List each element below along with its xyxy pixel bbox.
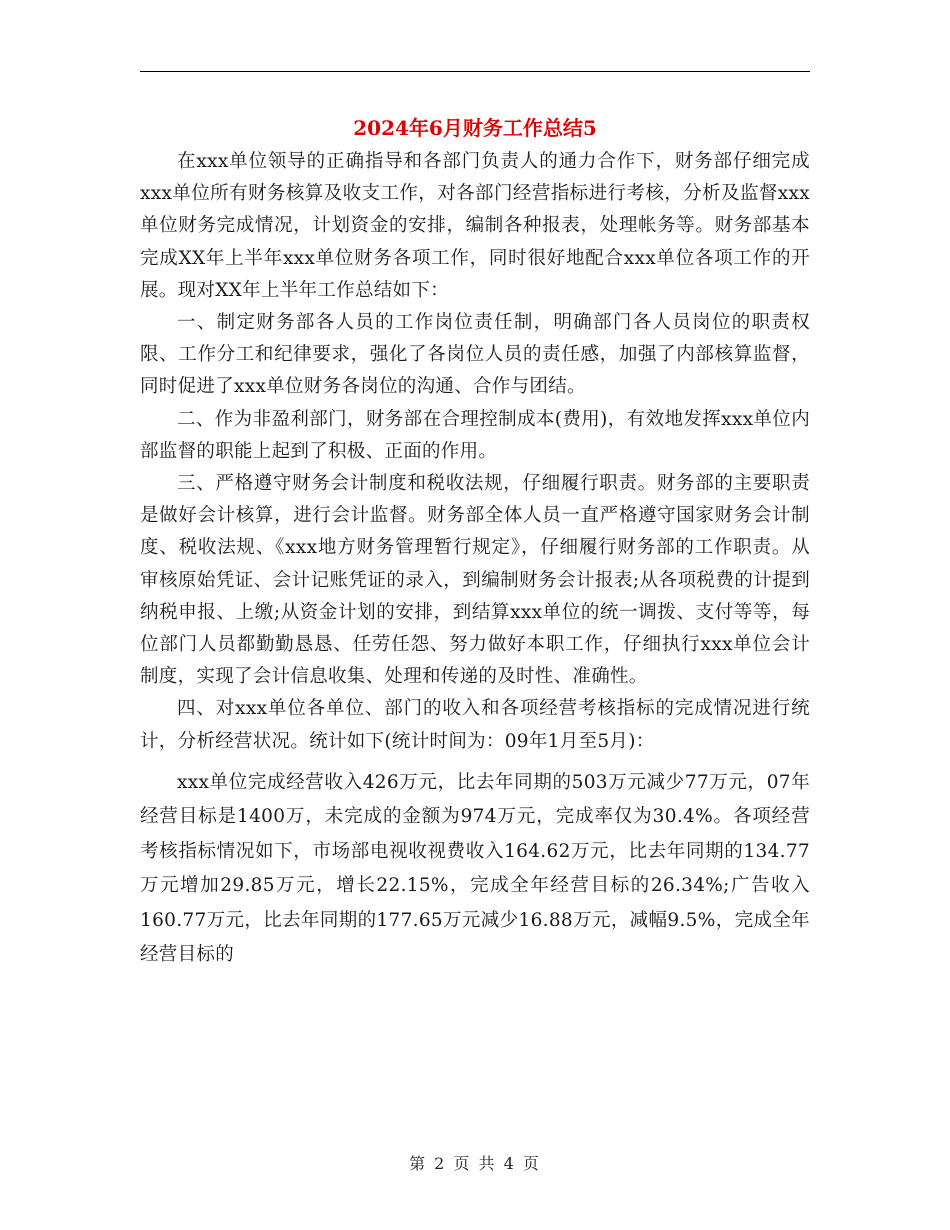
page-number: 第 2 页 共 4 页 — [409, 1154, 541, 1173]
paragraph-intro: 在xxx单位领导的正确指导和各部门负责人的通力合作下，财务部仔细完成xxx单位所有财务核算及收支工作，对各部门经营指标进行考核，分析及监督xxx单位财务完成情况，计划资金的安排，编制各种报表，处理帐务等。财务部基本完成XX年上半年xxx单位财务各项工作，同时很好地配合xxx单位各项工作的开展。现对XX年上半年工作总结如下： — [140, 151, 810, 301]
document-body — [140, 146, 810, 973]
document-title: 2024年6月财务工作总结5 — [353, 116, 597, 140]
paragraph-point-2: 二、作为非盈利部门，财务部在合理控制成本(费用)，有效地发挥xxx单位内部监督的职能上起到了积极、正面的作用。 — [140, 408, 810, 462]
paragraph-point-4: 四、对xxx单位各单位、部门的收入和各项经营考核指标的完成情况进行统计，分析经营状况。统计如下(统计时间为：09年1月至5月)： — [140, 698, 810, 752]
paragraph-statistics: xxx单位完成经营收入426万元，比去年同期的503万元减少77万元，07年经营目标是1400万，未完成的金额为974万元，完成率仅为30.4%。各项经营考核指标情况如下，市场部电视收视费收入164.62万元，比去年同期的134.77万元增加29.85万元，增长22.15%，完成全年经营目标的26.34%;广告收入160.77万元，比去年同期的177.65万元减少16.88万元，减幅9.5%，完成全年经营目标的 — [140, 771, 810, 966]
paragraph-point-3: 三、严格遵守财务会计制度和税收法规，仔细履行职责。财务部的主要职责是做好会计核算，进行会计监督。财务部全体人员一直严格遵守国家财务会计制度、税收法规、《xxx地方财务管理暂行规定》，仔细履行财务部的工作职责。从审核原始凭证、会计记账凭证的录入，到编制财务会计报表;从各项税费的计提到纳税申报、上缴;从资金计划的安排，到结算xxx单位的统一调拨、支付等等，每位部门人员都勤勤恳恳、任劳任怨、努力做好本职工作，仔细执行xxx单位会计制度，实现了会计信息收集、处理和传递的及时性、准确性。 — [140, 473, 810, 688]
header-rule — [140, 71, 810, 72]
paragraph-point-1: 一、制定财务部各人员的工作岗位责任制，明确部门各人员岗位的职责权限、工作分工和纪律要求，强化了各岗位人员的责任感，加强了内部核算监督，同时促进了xxx单位财务各岗位的沟通、合作与团结。 — [140, 312, 810, 398]
